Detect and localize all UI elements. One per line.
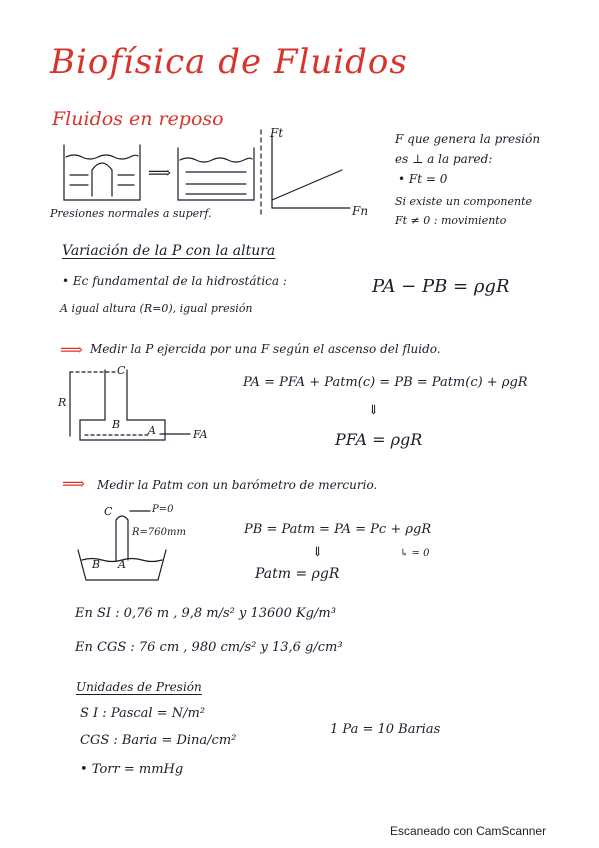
sec4-down: ⇓ <box>312 545 323 560</box>
igual-altura-note: A igual altura (R=0), igual presión <box>60 302 253 315</box>
ec-formula: PA − PB = ρgR <box>372 276 510 297</box>
container-2 <box>178 148 254 200</box>
sec3-eq1: PA = PFA + Patm(c) = PB = Patm(c) + ρgR <box>243 375 528 390</box>
graph-axis-fn: Fn <box>352 204 369 218</box>
diag4-label-r: R=760mm <box>132 527 186 538</box>
ec-label: • Ec fundamental de la hidrostática : <box>62 274 287 288</box>
section-heading-variacion: Variación de la P con la altura <box>62 243 276 259</box>
fig-caption: Presiones normales a superf. <box>50 207 212 220</box>
sec4-text: Medir la Patm con un barómetro de mercurio. <box>97 478 378 492</box>
sec4-eq1-note: ↳ = 0 <box>400 548 430 559</box>
page-title: Biofísica de Fluidos <box>50 42 408 82</box>
container-1 <box>64 145 140 200</box>
note-line-5: Ft ≠ 0 : movimiento <box>395 214 507 227</box>
diag3-label-a: A <box>148 424 156 437</box>
diag4-label-c: C <box>104 505 113 518</box>
unidad-si: S I : Pascal = N/m² <box>80 706 206 721</box>
note-line-2: es ⊥ a la pared: <box>395 152 493 166</box>
diag3-label-b: B <box>112 418 121 431</box>
note-line-3: • Ft = 0 <box>398 172 448 186</box>
barometer-tube <box>116 516 128 560</box>
sec4-eq2: Patm = ρgR <box>255 566 340 582</box>
svg-text:⟹: ⟹ <box>148 163 171 182</box>
note-line-1: F que genera la presión <box>395 132 541 146</box>
units-cgs: En CGS : 76 cm , 980 cm/s² y 13,6 g/cm³ <box>75 640 343 655</box>
sec4-eq1: PB = Patm = PA = Pc + ρgR <box>244 522 432 537</box>
diag4-label-b: B <box>92 558 101 571</box>
diag3-label-r: R <box>58 396 67 409</box>
graph-axis-ft: Ft <box>270 126 284 140</box>
arrow-sec4: ⟹ <box>62 474 85 493</box>
arrow-sec3: ⟹ <box>60 340 83 359</box>
equivalencia: 1 Pa = 10 Barias <box>330 722 441 737</box>
section-heading-fluidos-reposo: Fluidos en reposo <box>52 108 224 130</box>
unidad-torr: • Torr = mmHg <box>80 762 184 777</box>
section-heading-unidades: Unidades de Presión <box>76 680 202 694</box>
diag3-label-fa: FA <box>193 428 208 441</box>
sec3-text: Medir la P ejercida por una F según el ascenso del fluido. <box>90 342 441 356</box>
diag3-label-c: C <box>117 364 126 377</box>
unidad-cgs: CGS : Baria = Dina/cm² <box>80 733 237 748</box>
note-line-4: Si existe un componente <box>395 195 533 208</box>
diag4-label-a: A <box>118 558 126 571</box>
diag4-label-p0: P=0 <box>152 504 174 515</box>
units-si: En SI : 0,76 m , 9,8 m/s² y 13600 Kg/m³ <box>75 606 336 621</box>
sec3-down: ⇓ <box>368 403 379 418</box>
camscanner-watermark: Escaneado con CamScanner <box>390 824 547 838</box>
sec3-eq2: PFA = ρgR <box>335 430 423 449</box>
